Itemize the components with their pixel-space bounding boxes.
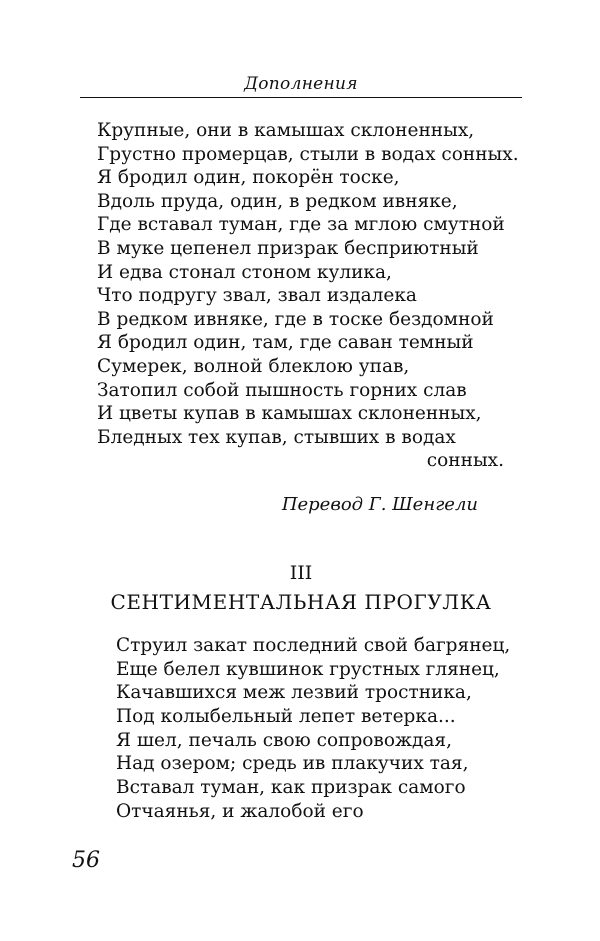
verse-line: Бледных тех купав, стывших в водах xyxy=(97,426,456,448)
verse-overflow-word: сонных. xyxy=(426,450,504,472)
verse-line: Где вставал туман, где за мглою смутной xyxy=(97,214,505,236)
translator-credit: Перевод Г. Шенгели xyxy=(281,494,478,515)
header-rule xyxy=(80,97,522,98)
verse-line: Струил закат последний свой багрянец, xyxy=(116,635,511,656)
verse-line: Над озером; средь ив плакучих тая, xyxy=(116,753,469,775)
running-head: Дополнения xyxy=(244,74,358,94)
page-number: 56 xyxy=(72,848,100,873)
verse-line: Что подругу звал, звал издалека xyxy=(97,285,417,307)
verse-line: Затопил собой пышность горних слав xyxy=(97,379,467,401)
section-title: СЕНТИМЕНТАЛЬНАЯ ПРОГУЛКА xyxy=(110,590,492,614)
verse-line: И цветы купав в камышах склоненных, xyxy=(97,403,482,425)
verse-line: В редком ивняке, где в тоске бездомной xyxy=(97,308,494,330)
verse-line: И едва стонал стоном кулика, xyxy=(97,261,392,283)
verse-line: Под колыбельный лепет ветерка... xyxy=(116,706,456,728)
verse-line: Вдоль пруда, один, в редком ивняке, xyxy=(97,190,458,212)
section-number: III xyxy=(289,562,313,584)
verse-line: Я бродил один, там, где саван темный xyxy=(97,332,474,354)
verse-line: Отчаянья, и жалобой его xyxy=(116,800,364,822)
verse-line: Вставал туман, как призрак самого xyxy=(116,777,466,799)
verse-line: В муке цепенел призрак бесприютный xyxy=(97,237,479,259)
poem-stanza-2 xyxy=(116,634,510,824)
verse-line: Качавшихся меж лезвий тростника, xyxy=(116,682,472,704)
verse-line: Сумерек, волной блеклою упав, xyxy=(97,355,410,377)
verse-line: Я бродил один, покорён тоске, xyxy=(97,167,400,189)
poem-stanza-1 xyxy=(97,119,519,473)
verse-line: Еще белел кувшинок грустных глянец, xyxy=(116,658,500,680)
verse-line: Грустно промерцав, стыли в водах сонных. xyxy=(97,143,519,165)
verse-line: Я шел, печаль свою сопровождая, xyxy=(116,729,452,751)
verse-line: Крупные, они в камышах склоненных, xyxy=(97,120,475,141)
